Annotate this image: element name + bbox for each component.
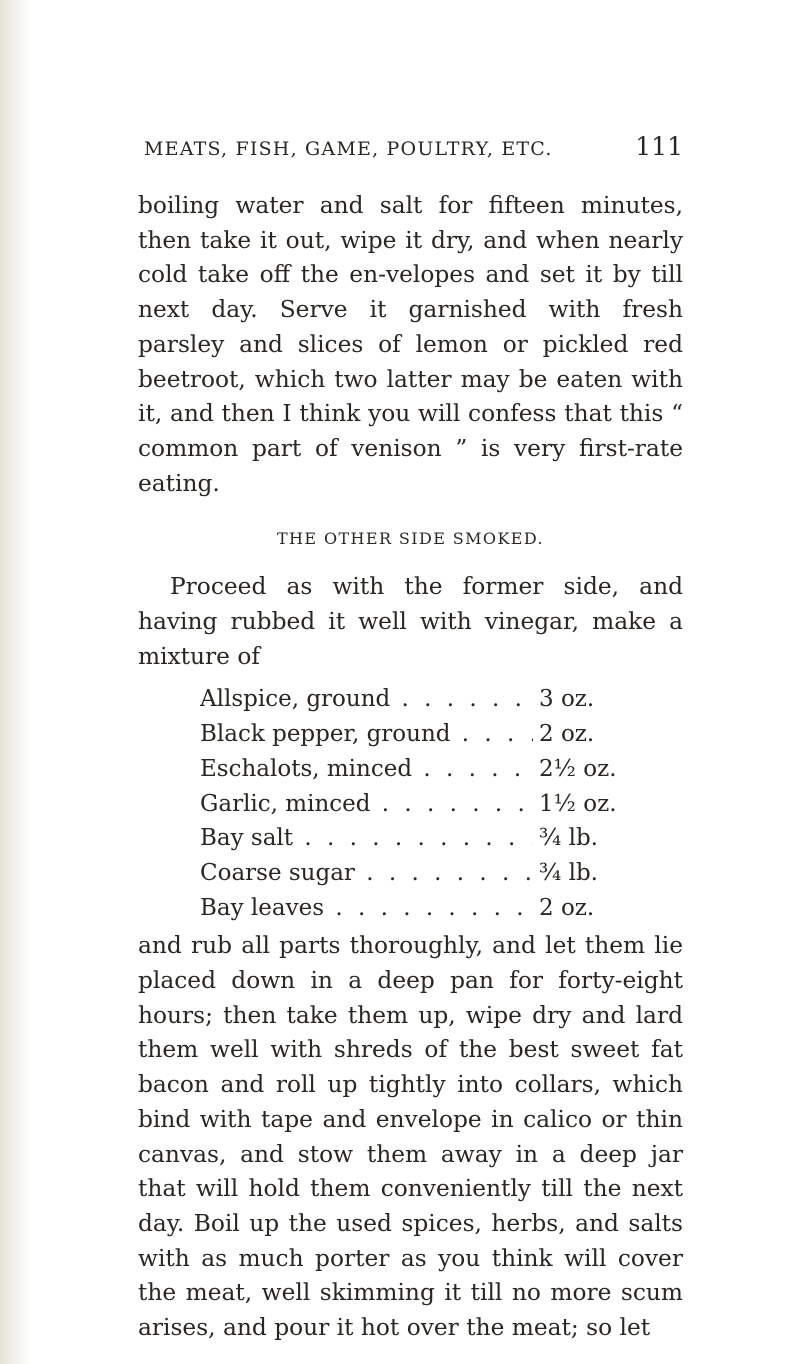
page-number: 111 [635,132,683,161]
ingredient-quantity: 2 oz. [539,721,595,748]
ingredient-row [200,717,665,752]
ingredient-row [200,856,665,891]
ingredient-row [200,787,665,822]
paragraph-method: and rub all parts thoroughly, and let them lie placed down in a deep pan for forty-eight hours; then take them up, wipe dry and lard them well with shreds of the best sweet fat bacon and roll up tightly into collars, which bind with tape and envelope in calico or thin canvas, and stow them away in a deep jar that will hold them conveniently till the next day. Boil up the used spices, herbs, and salts with as much porter as you think will cover the meat, well skimming it till no more scum arises, and pour it hot over the meat; so let [138,932,683,1342]
ingredient-name: Black pepper, ground . . . [200,717,533,752]
ingredient-quantity: ¾ lb. [539,859,598,886]
ingredient-name: Bay salt . . . [200,821,533,856]
running-head-title: MEATS, FISH, GAME, POULTRY, ETC. [144,138,553,160]
ingredient-name: Garlic, minced . . . [200,787,533,822]
ingredient-quantity: 2½ oz. [539,755,617,782]
ingredient-row [200,821,665,856]
ingredient-name: Eschalots, minced . . . [200,752,533,787]
ingredient-quantity: ¾ lb. [539,825,598,852]
running-head [144,132,683,161]
ingredient-row [200,891,665,926]
ingredient-name: Bay leaves . . . [200,891,533,926]
paragraph-continuation: boiling water and salt for fifteen minutes, then take it out, wipe it dry, and when nearly cold take off the en-velopes and set it by till next day. Serve it garnished with fresh parsley and slices of lemon or pickled red beetroot, which two latter may be eaten with it, and then I think you will confess that this “ common part of venison ” is very first-rate eating. [138,192,683,497]
ingredient-row [200,682,665,717]
paragraph-intro: Proceed as with the former side, and having rubbed it well with vinegar, make a mixture of [138,573,683,670]
ingredient-name: Allspice, ground . . . [200,682,533,717]
ingredient-list [200,682,665,925]
ingredient-quantity: 1½ oz. [539,790,617,817]
ingredient-quantity: 3 oz. [539,686,595,713]
ingredient-name: Coarse sugar . . . [200,856,533,891]
page-edge-shadow [0,0,30,1364]
ingredient-quantity: 2 oz. [539,894,595,921]
book-page [138,132,683,1346]
section-heading: THE OTHER SIDE SMOKED. [276,529,545,549]
ingredient-row [200,752,665,787]
